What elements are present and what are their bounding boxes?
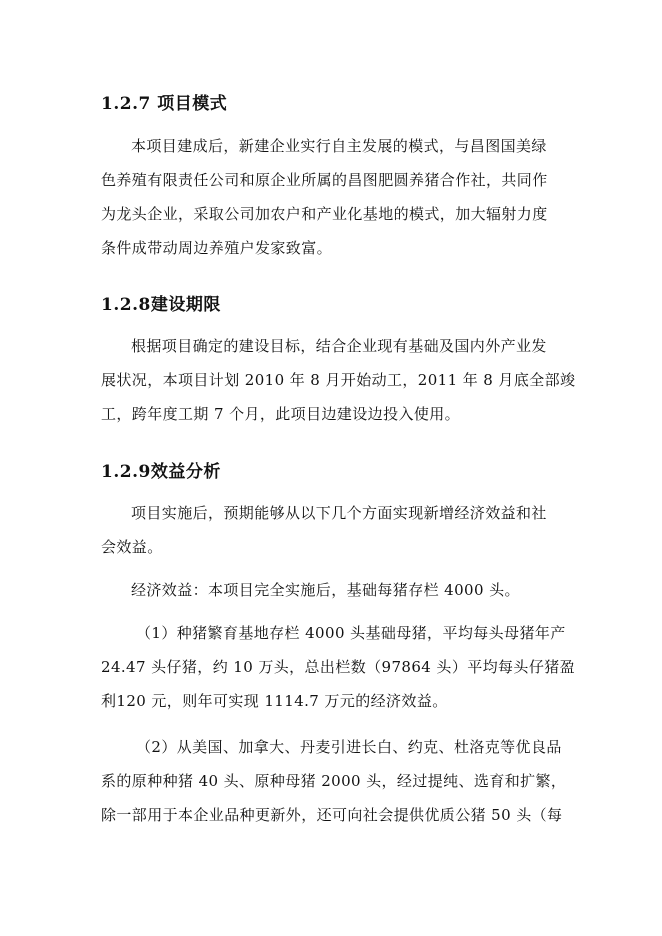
paragraph-line: 展状况，本项目计划 2010 年 8 月开始动工，2011 年 8 月底全部竣 bbox=[101, 371, 576, 389]
paragraph-line: 会效益。 bbox=[101, 538, 163, 556]
paragraph-line: 24.47 头仔猪，约 10 万头，总出栏数（97864 头）平均每头仔猪盈 bbox=[101, 658, 576, 676]
paragraph-line: （1）种猪繁育基地存栏 4000 头基础母猪，平均每头母猪年产 bbox=[136, 624, 566, 642]
section-heading-project-mode: 1.2.7 项目模式 bbox=[101, 94, 228, 114]
paragraph-line: 为龙头企业，采取公司加农户和产业化基地的模式，加大辐射力度 bbox=[101, 205, 548, 223]
paragraph-line: （2）从美国、加拿大、丹麦引进长白、约克、杜洛克等优良品 bbox=[136, 738, 562, 756]
paragraph-line: 色养殖有限责任公司和原企业所属的昌图肥圆养猪合作社，共同作 bbox=[101, 171, 548, 189]
paragraph-line: 根据项目确定的建设目标，结合企业现有基础及国内外产业发 bbox=[131, 337, 547, 355]
paragraph-line: 系的原种种猪 40 头、原种母猪 2000 头，经过提纯、选育和扩繁， bbox=[101, 772, 567, 790]
paragraph-line: 项目实施后，预期能够从以下几个方面实现新增经济效益和社 bbox=[131, 504, 547, 522]
paragraph-line: 利120 元，则年可实现 1114.7 万元的经济效益。 bbox=[101, 692, 448, 710]
paragraph-line: 工，跨年度工期 7 个月，此项目边建设边投入使用。 bbox=[101, 405, 461, 423]
paragraph-line: 条件成带动周边养殖户发家致富。 bbox=[101, 239, 333, 257]
paragraph-line: 本项目建成后，新建企业实行自主发展的模式，与昌图国美绿 bbox=[131, 137, 547, 155]
paragraph-line: 经济效益：本项目完全实施后，基础每猪存栏 4000 头。 bbox=[131, 581, 520, 599]
section-heading-benefit-analysis: 1.2.9效益分析 bbox=[101, 462, 221, 482]
section-heading-construction-period: 1.2.8建设期限 bbox=[101, 295, 221, 315]
paragraph-line: 除一部用于本企业品种更新外，还可向社会提供优质公猪 50 头（每 bbox=[101, 806, 563, 824]
